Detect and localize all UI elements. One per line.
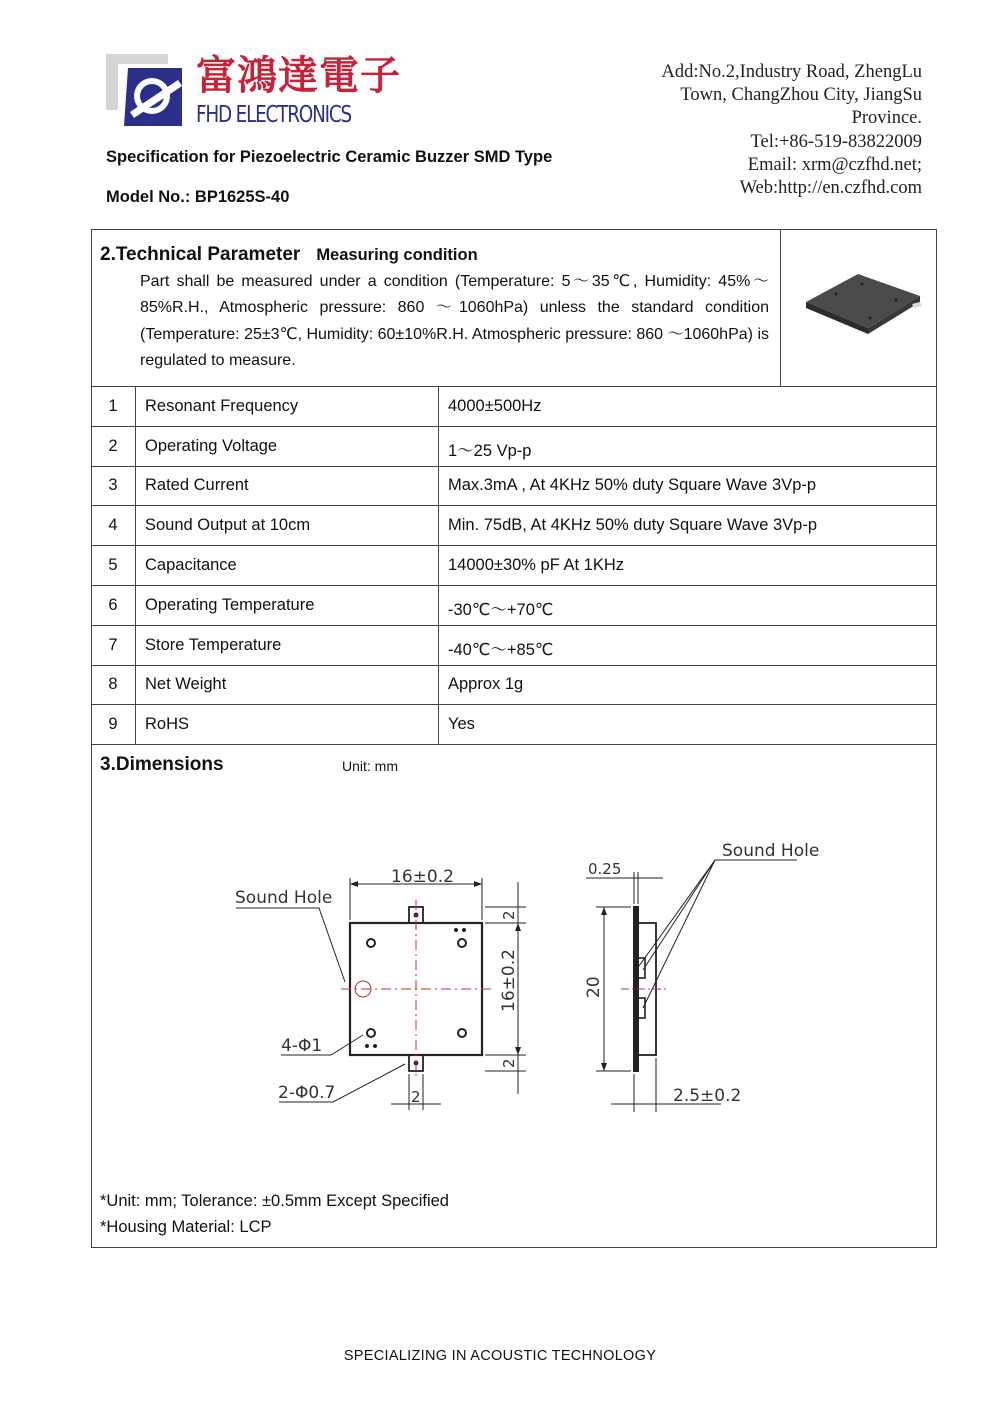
param-row — [91, 506, 937, 545]
address-line: Town, ChangZhou City, JiangSu — [680, 85, 922, 106]
tab-top-label: 2 — [500, 910, 518, 920]
holes-label: 4-Φ1 — [281, 1036, 323, 1056]
pins-label: 2-Φ0.7 — [278, 1083, 336, 1103]
param-value: Max.3mA , At 4KHz 50% duty Square Wave 3Vp-p — [448, 476, 817, 494]
param-row — [91, 705, 937, 744]
side-thickness-label: 2.5±0.2 — [673, 1086, 742, 1106]
param-name: Net Weight — [145, 675, 227, 693]
param-name: Operating Voltage — [145, 437, 278, 455]
param-row — [91, 586, 937, 625]
technical-title: 2.Technical Parameter — [100, 244, 301, 265]
front-view — [236, 878, 526, 1110]
param-value: Yes — [448, 715, 475, 733]
tolerance-note: *Unit: mm; Tolerance: ±0.5mm Except Specified — [100, 1192, 449, 1210]
param-name: Store Temperature — [145, 636, 282, 654]
param-number: 2 — [108, 437, 118, 455]
technical-heading — [100, 244, 478, 266]
sound-hole-left-label: Sound Hole — [235, 888, 333, 908]
param-number: 3 — [108, 476, 118, 494]
logo-english-text: FHD ELECTRONICS — [196, 102, 352, 128]
spec-title: Specification for Piezoelectric Ceramic Buzzer SMD Type — [106, 148, 553, 166]
table-bottom-rule — [91, 744, 937, 745]
page-footer: SPECIALIZING IN ACOUSTIC TECHNOLOGY — [343, 1348, 657, 1364]
side-view — [586, 860, 797, 1112]
param-row — [91, 427, 937, 466]
housing-note: *Housing Material: LCP — [100, 1218, 272, 1236]
param-number: 4 — [108, 516, 118, 534]
param-value: -30℃～+70℃ — [448, 601, 554, 619]
phone-line: Tel:+86-519-83822009 — [750, 131, 922, 152]
company-address — [661, 61, 922, 200]
param-value: Min. 75dB, At 4KHz 50% duty Square Wave 3Vp-p — [448, 516, 818, 534]
param-value: 14000±30% pF At 1KHz — [448, 556, 624, 574]
tab-width-label: 2 — [411, 1088, 421, 1106]
param-name: Operating Temperature — [145, 596, 315, 614]
side-height-label: 20 — [584, 976, 604, 998]
side-top-label: 0.25 — [588, 860, 622, 878]
email-line: Email: xrm@czfhd.net; — [747, 154, 922, 175]
tab-bottom-label: 2 — [500, 1058, 518, 1068]
dimension-drawing — [91, 820, 937, 1120]
param-number: 8 — [108, 675, 118, 693]
param-row — [91, 626, 937, 665]
param-number: 5 — [108, 556, 118, 574]
address-line: Add:No.2,Industry Road, ZhengLu — [661, 62, 922, 82]
measuring-condition-title: Measuring condition — [316, 246, 478, 264]
param-name: Sound Output at 10cm — [145, 516, 311, 534]
logo-chinese-text: 富鴻達電子 — [196, 53, 401, 99]
measuring-condition-text: Part shall be measured under a condition (Temperature: 5～35℃, Humidity: 45%～85%R.H., Atmospheric pressure: 860 ～1060hPa) unless the standard condition (Temperature: 25±3℃, Humidity: 60±10%R.H. Atmospheric pressure: 860 ～1060hPa) is regulated to measure. — [140, 273, 769, 369]
param-row — [91, 466, 937, 505]
buzzer-photo-image — [800, 262, 924, 342]
dimensions-heading: 3.Dimensions — [100, 754, 224, 775]
address-line: Province. — [851, 108, 922, 129]
model-number: Model No.: BP1625S-40 — [106, 188, 290, 206]
param-value: 1～25 Vp-p — [448, 442, 532, 460]
param-name: RoHS — [145, 715, 190, 733]
param-name: Rated Current — [145, 476, 249, 494]
param-row — [91, 546, 937, 585]
param-row — [91, 387, 937, 426]
front-width-label: 16±0.2 — [391, 867, 454, 887]
param-value: Approx 1g — [448, 675, 524, 693]
param-number: 1 — [108, 397, 118, 415]
param-value: 4000±500Hz — [448, 397, 542, 415]
param-value: -40℃～+85℃ — [448, 641, 554, 659]
param-number: 6 — [108, 596, 118, 614]
param-row — [91, 665, 937, 704]
param-name: Capacitance — [145, 556, 237, 574]
param-number: 9 — [108, 715, 118, 733]
sound-hole-right-label: Sound Hole — [722, 841, 820, 861]
web-line: Web:http://en.czfhd.com — [739, 178, 922, 199]
image-divider — [780, 229, 781, 387]
param-number: 7 — [108, 636, 118, 654]
param-name: Resonant Frequency — [145, 397, 299, 415]
dimensions-unit: Unit: mm — [342, 758, 398, 774]
front-height-label: 16±0.2 — [499, 949, 519, 1012]
